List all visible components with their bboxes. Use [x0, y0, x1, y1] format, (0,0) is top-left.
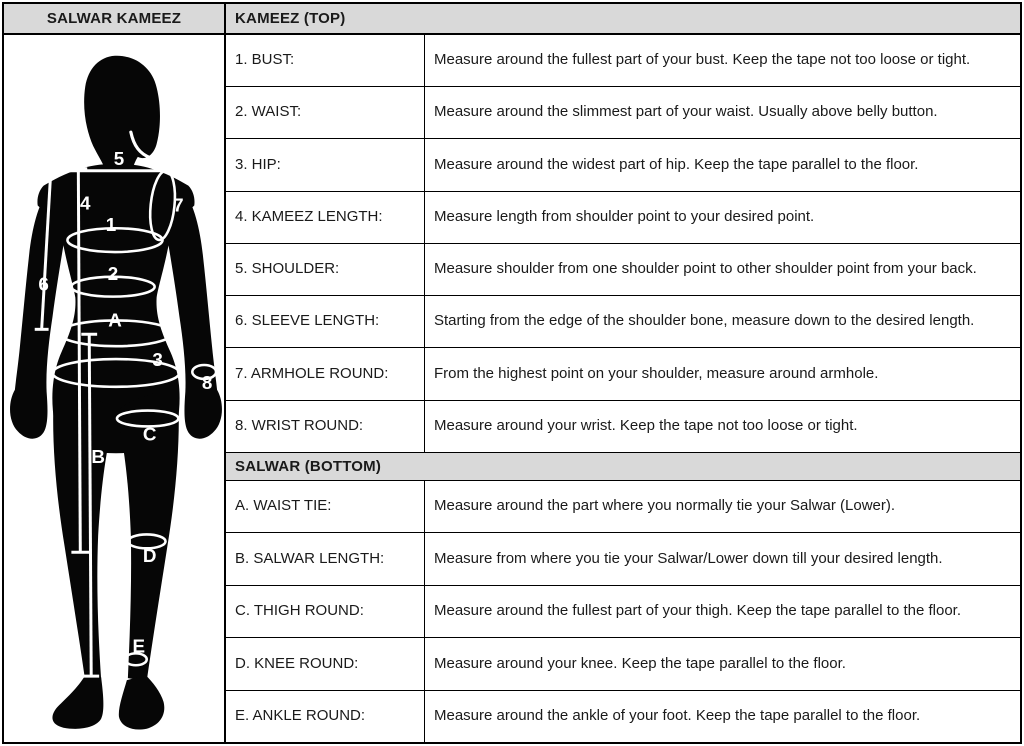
- sleeve-top-cap: [44, 173, 58, 177]
- measurement-description: Starting from the edge of the shoulder bone, measure down to the desired length.: [434, 312, 975, 330]
- left-panel: [4, 4, 226, 742]
- figure-panel: [4, 35, 224, 742]
- measurement-description: Measure shoulder from one shoulder point to other shoulder point from your back.: [434, 260, 977, 278]
- measurement-row: [226, 586, 1020, 638]
- marker-label-C: C: [142, 423, 157, 445]
- measurement-description: Measure around the fullest part of your thigh. Keep the tape parallel to the floor.: [434, 602, 961, 620]
- marker-label-3: 3: [152, 348, 163, 370]
- measurement-label: 1. BUST:: [226, 35, 425, 86]
- measurement-description: Measure around your wrist. Keep the tape not too loose or tight.: [434, 416, 858, 434]
- marker-label-4: 4: [80, 192, 91, 214]
- measurement-label: C. THIGH ROUND:: [226, 586, 425, 637]
- measurement-label: A. WAIST TIE:: [226, 481, 425, 532]
- measurement-row: [226, 691, 1020, 742]
- measurement-label: 6. SLEEVE LENGTH:: [226, 296, 425, 347]
- size-guide-sheet: [2, 2, 1022, 744]
- marker-label-6: 6: [38, 273, 49, 295]
- marker-label-1: 1: [105, 214, 117, 236]
- kameez-section-title: KAMEEZ (TOP): [235, 10, 346, 27]
- measurement-row: [226, 401, 1020, 453]
- kameez-rows: [226, 35, 1020, 453]
- salwar-rows: [226, 481, 1020, 742]
- marker-label-B: B: [91, 446, 105, 468]
- measurement-row: [226, 192, 1020, 244]
- kameez-section-header: [226, 4, 1020, 35]
- measurement-label: D. KNEE ROUND:: [226, 638, 425, 689]
- marker-label-2: 2: [107, 262, 119, 284]
- left-panel-title: SALWAR KAMEEZ: [46, 10, 182, 27]
- measurement-label: 5. SHOULDER:: [226, 244, 425, 295]
- marker-label-E: E: [132, 635, 146, 657]
- measurement-label: 8. WRIST ROUND:: [226, 401, 425, 452]
- left-panel-header: [4, 4, 224, 35]
- salwar-section-header: [226, 453, 1020, 481]
- marker-label-D: D: [142, 545, 157, 567]
- measurement-label: 4. KAMEEZ LENGTH:: [226, 192, 425, 243]
- measurement-description: Measure around the ankle of your foot. Keep the tape parallel to the floor.: [434, 706, 921, 724]
- marker-label-7: 7: [173, 194, 184, 216]
- measurement-row: [226, 139, 1020, 191]
- measurement-row: [226, 638, 1020, 690]
- measurement-description: Measure around the widest part of hip. Keep the tape parallel to the floor.: [434, 155, 919, 173]
- measurement-row: [226, 348, 1020, 400]
- measurement-label: 7. ARMHOLE ROUND:: [226, 348, 425, 399]
- measurement-description: Measure length from shoulder point to your desired point.: [434, 207, 815, 225]
- measurement-row: [226, 481, 1020, 533]
- body-measurement-diagram: [4, 35, 224, 742]
- measurement-description: Measure around your knee. Keep the tape parallel to the floor.: [434, 654, 846, 672]
- measurement-row: [226, 35, 1020, 87]
- measurement-row: [226, 296, 1020, 348]
- measurement-label: 2. WAIST:: [226, 87, 425, 138]
- marker-label-8: 8: [201, 371, 213, 393]
- measurement-label: E. ANKLE ROUND:: [226, 691, 425, 742]
- measurement-row: [226, 533, 1020, 585]
- marker-label-5: 5: [113, 147, 125, 169]
- measurement-label: 3. HIP:: [226, 139, 425, 190]
- measurement-label: B. SALWAR LENGTH:: [226, 533, 425, 584]
- measurement-description: Measure around the part where you normally tie your Salwar (Lower).: [434, 497, 896, 515]
- measurement-row: [226, 87, 1020, 139]
- measurement-description: Measure from where you tie your Salwar/Lower down till your desired length.: [434, 549, 943, 567]
- measurement-table: [226, 4, 1020, 742]
- salwar-section-title: SALWAR (BOTTOM): [235, 457, 382, 475]
- marker-label-A: A: [108, 309, 122, 331]
- measurement-row: [226, 244, 1020, 296]
- measurement-description: From the highest point on your shoulder, measure around armhole.: [434, 364, 879, 382]
- measurement-description: Measure around the slimmest part of your waist. Usually above belly button.: [434, 103, 938, 121]
- measurement-description: Measure around the fullest part of your bust. Keep the tape not too loose or tight.: [434, 51, 971, 69]
